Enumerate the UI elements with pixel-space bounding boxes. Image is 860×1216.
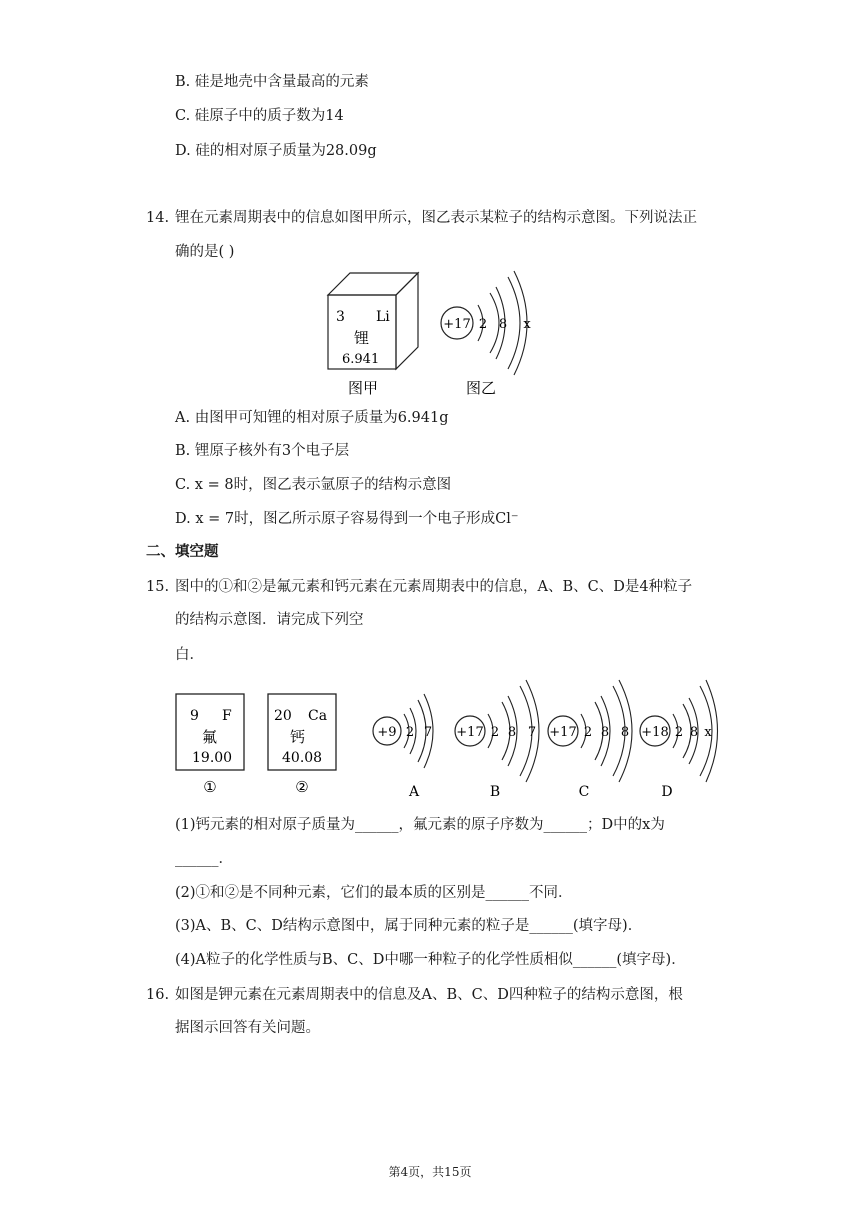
yi-shell-1: 2 xyxy=(478,317,488,332)
calcium-element-box xyxy=(268,694,336,770)
q15-sub3: (3)A、B、C、D结构示意图中，属于同种元素的粒子是______(填字母)． xyxy=(175,918,643,934)
q13-option-d: D. 硅的相对原子质量为28.09g xyxy=(175,143,377,159)
yi-nucleus: +17 xyxy=(443,317,471,332)
q14-option-d: D. x = 7时，图乙所示原子容易得到一个电子形成Cl⁻ xyxy=(175,511,519,527)
q15-sub4: (4)A粒子的化学性质与B、C、D中哪一种粒子的化学性质相似______(填字母)． xyxy=(175,952,686,968)
c-nucleus: +17 xyxy=(549,725,577,740)
yi-shell-2: 8 xyxy=(498,317,508,332)
q16-stem-line1: 如图是钾元素在元素周期表中的信息及A、B、C、D四种粒子的结构示意图，根 xyxy=(175,987,683,1003)
li-mass: 6.941 xyxy=(342,352,380,367)
ca-atomic-number: 20 xyxy=(274,708,292,724)
q15-number: 15. xyxy=(146,579,170,595)
c-shell-2: 8 xyxy=(600,725,610,740)
q14-option-b: B. 锂原子核外有3个电子层 xyxy=(175,443,350,459)
d-shell-1: 2 xyxy=(674,725,684,740)
particle-d xyxy=(640,680,718,782)
f-mass: 19.00 xyxy=(192,750,233,766)
particle-b xyxy=(455,680,539,782)
label-d: D xyxy=(661,784,673,800)
q14-stem-line1: 锂在元素周期表中的信息如图甲所示，图乙表示某粒子的结构示意图。下列说法正 xyxy=(175,210,697,226)
label-b: B xyxy=(489,784,501,800)
d-nucleus: +18 xyxy=(641,725,669,740)
label-circled-2: ② xyxy=(295,778,309,796)
q13-option-c: C. 硅原子中的质子数为14 xyxy=(175,108,344,124)
d-shell-2: 8 xyxy=(689,725,699,740)
section-title: 二、填空题 xyxy=(146,544,219,560)
f-name: 氟 xyxy=(202,728,218,746)
b-shell-2: 8 xyxy=(507,725,517,740)
li-name: 锂 xyxy=(354,329,370,347)
ca-symbol: Ca xyxy=(308,708,328,724)
particle-c xyxy=(548,680,632,782)
a-nucleus: +9 xyxy=(377,725,397,740)
q15-stem-line2: 的结构示意图．请完成下列空 xyxy=(175,612,364,628)
f-atomic-number: 9 xyxy=(190,708,199,724)
page-footer: 第4页，共15页 xyxy=(388,1165,472,1179)
q14-stem-line2: 确的是( ) xyxy=(175,244,235,260)
d-shell-3: x xyxy=(704,725,712,740)
q15-sub1-line2: ______． xyxy=(175,851,233,867)
fluorine-element-box xyxy=(176,694,244,770)
b-shell-3: 7 xyxy=(527,725,537,740)
q15-stem-line3: 白． xyxy=(175,647,204,663)
li-atomic-number: 3 xyxy=(336,309,345,325)
a-shell-2: 7 xyxy=(423,725,433,740)
q14-number: 14. xyxy=(146,210,170,226)
q14-option-c: C. x = 8时，图乙表示氩原子的结构示意图 xyxy=(175,477,452,493)
a-shell-1: 2 xyxy=(405,725,415,740)
b-nucleus: +17 xyxy=(456,725,484,740)
q15-stem-line1: 图中的①和②是氟元素和钙元素在元素周期表中的信息，A、B、C、D是4种粒子 xyxy=(175,579,693,595)
yi-shell-3: x xyxy=(523,317,531,332)
q15-sub1-line1: (1)钙元素的相对原子质量为______，氟元素的原子序数为______；D中的x为 xyxy=(175,817,665,833)
c-shell-3: 8 xyxy=(620,725,630,740)
b-shell-1: 2 xyxy=(490,725,500,740)
lithium-element-cube xyxy=(328,273,418,369)
q13-option-b: B. 硅是地壳中含量最高的元素 xyxy=(175,74,369,90)
q16-stem-line2: 据图示回答有关问题。 xyxy=(175,1020,320,1036)
label-c: C xyxy=(578,784,590,800)
q14-option-a: A. 由图甲可知锂的相对原子质量为6.941g xyxy=(175,410,449,426)
f-symbol: F xyxy=(222,708,232,724)
q15-sub2: (2)①和②是不同种元素，它们的最本质的区别是______不同． xyxy=(175,885,573,901)
ca-name: 钙 xyxy=(290,728,306,746)
label-circled-1: ① xyxy=(203,778,217,796)
caption-jia: 图甲 xyxy=(348,379,379,397)
q15-figures xyxy=(170,676,730,806)
caption-yi: 图乙 xyxy=(466,379,497,397)
q16-number: 16. xyxy=(146,987,170,1003)
label-a: A xyxy=(408,784,420,800)
q14-figures xyxy=(320,265,550,400)
ca-mass: 40.08 xyxy=(282,750,323,766)
c-shell-1: 2 xyxy=(583,725,593,740)
particle-a xyxy=(373,694,433,768)
li-symbol: Li xyxy=(376,309,390,325)
particle-diagram-yi xyxy=(441,271,531,375)
